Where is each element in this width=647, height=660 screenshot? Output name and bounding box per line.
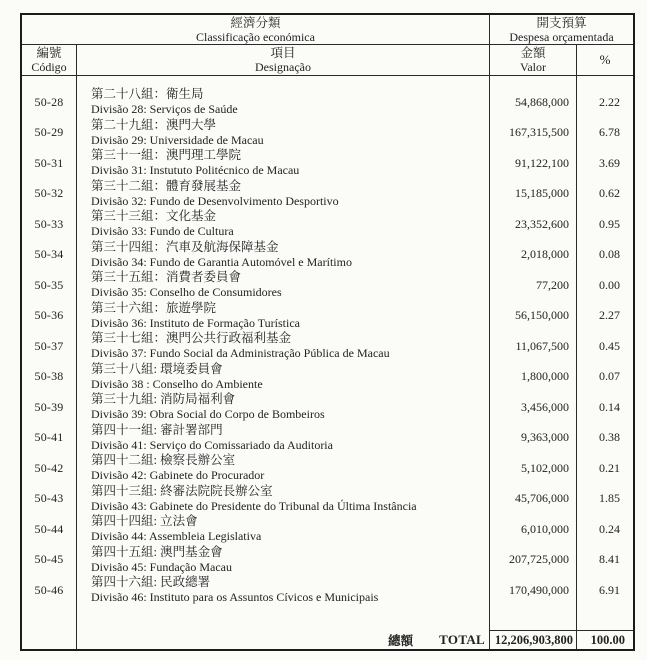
header-economic-classification-pt: Classificação económica [196, 29, 315, 44]
row-designation [76, 301, 489, 332]
row-designation-pt: Divisão 31: Instututo Politécnico de Macau [91, 163, 300, 178]
row-code: 50-32 [34, 186, 64, 201]
row-value: 9,363,000 [521, 430, 569, 445]
row-designation-zh: 第三十九組: 消防局福利會 [91, 392, 236, 407]
table-row [22, 240, 633, 271]
row-percent: 0.07 [599, 369, 620, 384]
row-value: 54,868,000 [515, 94, 569, 109]
row-designation-pt: Divisão 45: Fundação Macau [91, 559, 232, 574]
row-code: 50-28 [34, 94, 64, 109]
row-percent: 0.24 [599, 521, 620, 536]
row-designation-zh: 第二十九組：澳門大學 [91, 117, 217, 132]
header-economic-classification [22, 15, 489, 44]
row-designation [76, 118, 489, 149]
row-value: 15,185,000 [515, 186, 569, 201]
row-value: 1,800,000 [521, 369, 569, 384]
row-designation-pt: Divisão 35: Conselho de Consumidores [91, 285, 282, 300]
row-value: 207,725,000 [509, 552, 569, 567]
row-designation-pt: Divisão 41: Serviço do Comissariado da Auditoria [91, 437, 333, 452]
row-designation-pt: Divisão 44: Assembleia Legislativa [91, 529, 262, 544]
header-budgeted-expense-pt: Despesa orçamentada [509, 29, 614, 44]
row-designation-zh: 第二十八組：衛生局 [91, 87, 204, 102]
row-designation-pt: Divisão 28: Serviços de Saúde [91, 102, 238, 117]
row-percent: 8.41 [599, 552, 620, 567]
header-budgeted-expense [489, 15, 633, 44]
column-divider-percent [576, 76, 577, 630]
row-designation [76, 209, 489, 240]
table-row [22, 453, 633, 484]
table-row [22, 514, 633, 545]
row-code: 50-33 [34, 216, 64, 231]
row-designation [76, 514, 489, 545]
row-designation-zh: 第四十一組: 審計署部門 [91, 422, 223, 437]
row-code: 50-38 [34, 369, 64, 384]
table-row [22, 270, 633, 301]
row-designation-pt: Divisão 32: Fundo de Desenvolvimento Desportivo [91, 193, 339, 208]
row-designation [76, 362, 489, 393]
row-code: 50-44 [34, 521, 64, 536]
row-designation-zh: 第四十六組: 民政總署 [91, 575, 211, 590]
row-designation-zh: 第三十二組：體育發展基金 [91, 178, 242, 193]
row-percent: 0.95 [599, 216, 620, 231]
table-row [22, 148, 633, 179]
row-percent: 0.38 [599, 430, 620, 445]
row-designation [76, 575, 489, 606]
row-value: 23,352,600 [515, 216, 569, 231]
row-code: 50-45 [34, 552, 64, 567]
row-designation-pt: Divisão 43: Gabinete do Presidente do Tribunal da Última Instância [91, 498, 417, 513]
row-designation [76, 179, 489, 210]
row-designation [76, 270, 489, 301]
row-code: 50-46 [34, 582, 64, 597]
row-percent: 0.45 [599, 338, 620, 353]
row-value: 167,315,500 [509, 125, 569, 140]
row-percent: 0.21 [599, 460, 620, 475]
row-percent: 0.08 [599, 247, 620, 262]
row-value: 45,706,000 [515, 491, 569, 506]
header-code-pt: Código [31, 60, 67, 74]
row-designation-zh: 第三十六組：旅遊學院 [91, 300, 217, 315]
row-code: 50-34 [34, 247, 64, 262]
header-code-column [22, 45, 76, 75]
table-row [22, 362, 633, 393]
header-value-column [489, 45, 576, 75]
table-row [22, 423, 633, 454]
row-designation-pt: Divisão 39: Obra Social do Corpo de Bombeiros [91, 407, 325, 422]
column-divider-value [489, 76, 490, 630]
row-value: 91,122,100 [515, 155, 569, 170]
row-designation-pt: Divisão 46: Instituto para os Assuntos Cívicos e Municipais [91, 590, 379, 605]
row-designation [76, 240, 489, 271]
row-code: 50-31 [34, 155, 64, 170]
total-label-cell [76, 630, 489, 649]
table-row [22, 179, 633, 210]
row-percent: 0.00 [599, 277, 620, 292]
table-row [22, 87, 633, 118]
row-designation-zh: 第四十三組: 終審法院院長辦公室 [91, 483, 273, 498]
row-designation-pt: Divisão 37: Fundo Social da Administração Pública de Macau [91, 346, 390, 361]
row-designation [76, 87, 489, 118]
row-designation-zh: 第四十五組: 澳門基金會 [91, 544, 223, 559]
row-value: 2,018,000 [521, 247, 569, 262]
row-designation-pt: Divisão 42: Gabinete do Procurador [91, 468, 265, 483]
row-value: 56,150,000 [515, 308, 569, 323]
row-value: 77,200 [536, 277, 569, 292]
row-value: 5,102,000 [521, 460, 569, 475]
table-row [22, 575, 633, 606]
header-value-zh: 金額 [520, 46, 546, 60]
table-row [22, 545, 633, 576]
row-designation-zh: 第三十五組：消費者委員會 [91, 270, 242, 285]
table-header-column-row [22, 45, 633, 76]
row-designation-zh: 第三十七組：澳門公共行政福利基金 [91, 331, 292, 346]
row-designation [76, 392, 489, 423]
row-designation-zh: 第三十八組: 環境委員會 [91, 361, 223, 376]
header-code-zh: 編號 [36, 46, 62, 60]
header-designation-zh: 項目 [270, 46, 296, 60]
row-percent: 6.78 [599, 125, 620, 140]
table-row [22, 392, 633, 423]
total-row [22, 630, 633, 649]
row-code: 50-36 [34, 308, 64, 323]
total-percent: 100.00 [576, 630, 633, 649]
row-code: 50-43 [34, 491, 64, 506]
row-code: 50-39 [34, 399, 64, 414]
row-designation-zh: 第三十三組：文化基金 [91, 209, 217, 224]
table-row [22, 118, 633, 149]
row-percent: 2.22 [599, 94, 620, 109]
row-percent: 2.27 [599, 308, 620, 323]
table-row [22, 301, 633, 332]
row-code: 50-35 [34, 277, 64, 292]
header-percent-column: % [576, 45, 633, 75]
row-code: 50-42 [34, 460, 64, 475]
row-designation-pt: Divisão 34: Fundo de Garantia Automóvel e Marítimo [91, 254, 352, 269]
table-header-group-row [22, 15, 633, 45]
table-row [22, 484, 633, 515]
row-designation [76, 148, 489, 179]
row-designation-zh: 第三十一組：澳門理工學院 [91, 148, 242, 163]
row-designation [76, 484, 489, 515]
row-designation-pt: Divisão 36: Instituto de Formação Turística [91, 315, 300, 330]
row-designation [76, 453, 489, 484]
row-designation-zh: 第四十二組: 檢察長辦公室 [91, 453, 236, 468]
row-code: 50-37 [34, 338, 64, 353]
row-designation-pt: Divisão 33: Fundo de Cultura [91, 224, 234, 239]
row-designation-zh: 第四十四組: 立法會 [91, 514, 198, 529]
row-percent: 0.14 [599, 399, 620, 414]
row-designation-pt: Divisão 38 : Conselho do Ambiente [91, 376, 263, 391]
header-economic-classification-zh: 經濟分類 [230, 15, 281, 30]
header-designation-pt: Designação [255, 60, 311, 74]
row-value: 11,067,500 [515, 338, 569, 353]
table-row [22, 209, 633, 240]
header-value-pt: Valor [520, 60, 546, 74]
header-budgeted-expense-zh: 開支預算 [536, 15, 587, 30]
column-divider-code [76, 76, 77, 630]
table-body [22, 76, 633, 630]
budget-table [20, 13, 635, 651]
row-designation-zh: 第三十四組：汽車及航海保障基金 [91, 239, 279, 254]
total-value: 12,206,903,800 [489, 630, 576, 649]
table-row [22, 331, 633, 362]
row-value: 170,490,000 [509, 582, 569, 597]
row-designation [76, 331, 489, 362]
row-value: 3,456,000 [521, 399, 569, 414]
row-code: 50-41 [34, 430, 64, 445]
total-label-pt: TOTAL [439, 631, 485, 647]
total-label-zh: 總額 [388, 633, 414, 648]
row-percent: 1.85 [599, 491, 620, 506]
row-designation [76, 423, 489, 454]
row-designation-pt: Divisão 29: Universidade de Macau [91, 132, 264, 147]
row-percent: 6.91 [599, 582, 620, 597]
header-designation-column [76, 45, 489, 75]
row-percent: 0.62 [599, 186, 620, 201]
row-percent: 3.69 [599, 155, 620, 170]
total-row-empty-cell [22, 630, 76, 649]
row-designation [76, 545, 489, 576]
row-code: 50-29 [34, 125, 64, 140]
row-value: 6,010,000 [521, 521, 569, 536]
